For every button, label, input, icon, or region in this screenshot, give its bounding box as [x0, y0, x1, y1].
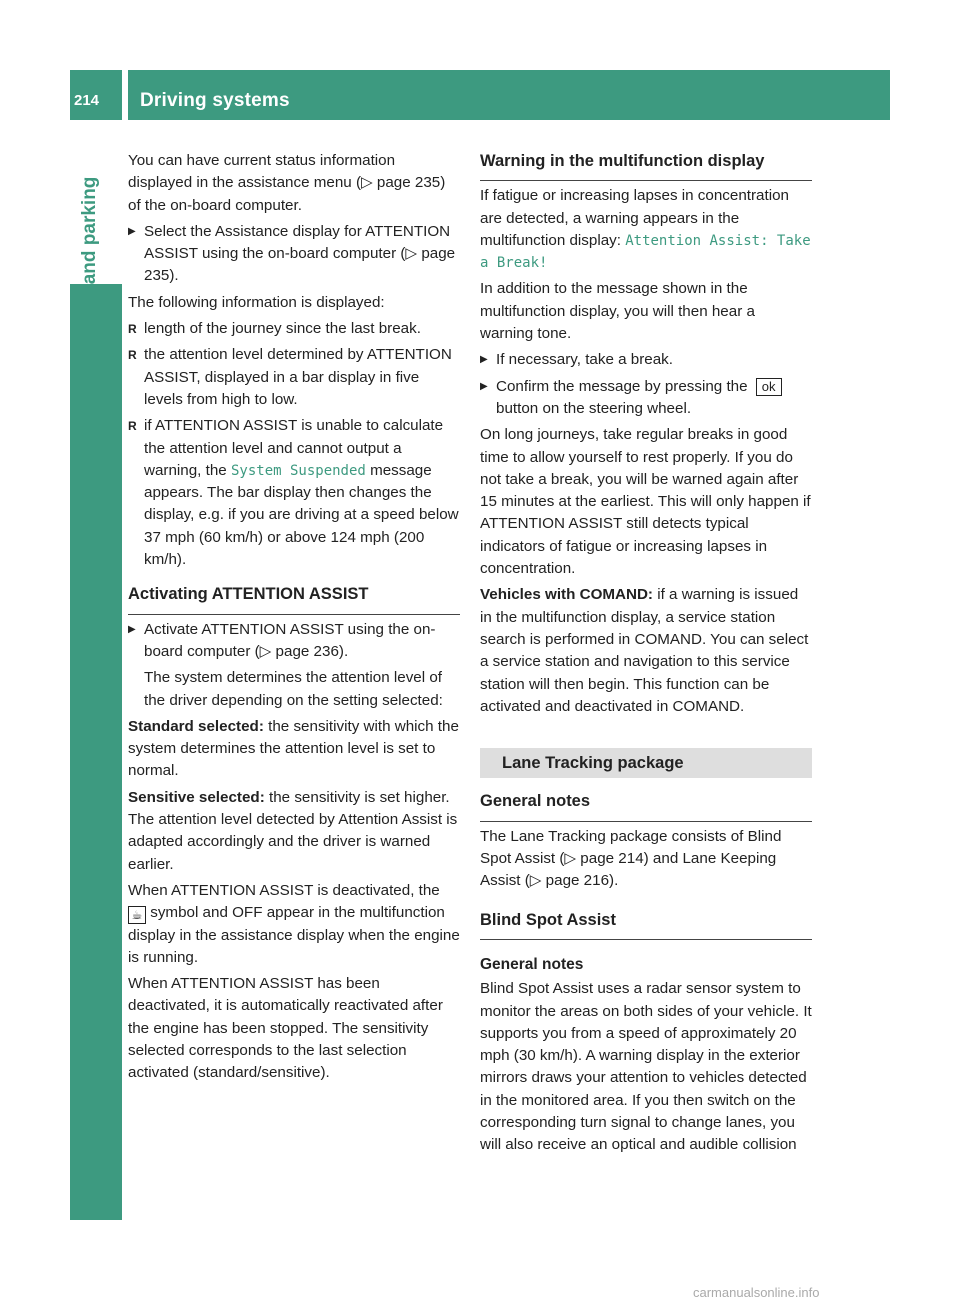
sensitive-selected	[128, 787, 460, 876]
warning-paragraph	[480, 185, 812, 274]
warning-text: If fatigue or increasing lapses in concentration are detected, a warning appears in the multifunction display:	[480, 187, 789, 249]
standard-label: Standard selected:	[128, 717, 264, 735]
take-a-break-message: Attention Assist: Take a Break!	[480, 232, 811, 272]
standard-text: the sensitivity with which the system determines the attention level is set to normal.	[128, 717, 459, 780]
bullet-attention-level: R the attention level determined by ATTENTION ASSIST, displayed in a bar display in five levels from high to low.	[128, 344, 460, 411]
heading-warning: Warning in the multifunction display	[480, 150, 812, 181]
heading-activating: Activating ATTENTION ASSIST	[128, 583, 460, 614]
standard-selected	[128, 716, 460, 783]
step-select-display: ▶ Select the Assistance display for ATTENTION ASSIST using the on-board computer (▷ page 235).	[128, 221, 460, 288]
right-column	[480, 150, 812, 1161]
system-suspended-message: System Suspended	[230, 462, 366, 479]
deactivated-text-a: When ATTENTION ASSIST is deactivated, the	[128, 881, 440, 899]
sensitive-text: the sensitivity is set higher. The attention level detected by Attention Assist is adapted accordingly and the driver is warned earlier.	[128, 788, 458, 873]
comand-paragraph	[480, 584, 812, 718]
sensitive-label: Sensitive selected:	[128, 788, 265, 806]
warning-tone-paragraph: In addition to the message shown in the multifunction display, you will then hear a warning tone.	[480, 280, 755, 343]
comand-label: Vehicles with COMAND:	[480, 586, 653, 604]
left-column	[128, 150, 460, 1089]
comand-text: if a warning is issued in the multifunction display, a service station search is performed in COMAND. You can select a service station and navigation to this service station will then begin. This function can be activated and deactivated in COMAND.	[480, 586, 809, 715]
general-notes-heading: General notes	[480, 790, 812, 821]
step-activate-note: The system determines the attention level of the driver depending on the setting selected:	[144, 669, 443, 709]
bullet-journey-length: R length of the journey since the last break.	[128, 318, 460, 340]
bullet-system-suspended	[128, 415, 460, 571]
long-journeys-paragraph: On long journeys, take regular breaks in good time to allow yourself to rest properly. If you do not take a break, you will be warned again after 15 minutes at the earliest. This will only happen if ATTENTION ASSIST still detects typical indicators of fatigue or increasing lapses in concentration.	[480, 426, 811, 578]
deactivated-paragraph	[128, 880, 460, 969]
deactivated-text-b: symbol and OFF appear in the multifunction display in the assistance display when the engine is running.	[128, 904, 460, 966]
footer-watermark: carmanualsonline.info	[693, 1285, 820, 1300]
confirm-text-a: Confirm the message by pressing the	[496, 377, 748, 395]
step-take-break: ▶ If necessary, take a break.	[480, 349, 812, 371]
confirm-text-b: button on the steering wheel.	[496, 399, 692, 417]
section-title: Driving systems	[140, 90, 290, 111]
blind-spot-heading: Blind Spot Assist	[480, 909, 812, 940]
page-number: 214	[74, 92, 100, 109]
lane-tracking-heading: Lane Tracking package	[480, 748, 812, 778]
reactivated-paragraph: When ATTENTION ASSIST has been deactivated, it is automatically reactivated after the engine has been stopped. The sensitivity selected corresponds to the last selection activated (standard/sensitive).	[128, 975, 443, 1082]
side-bar-block	[70, 284, 122, 1220]
bullet3-text-b: message appears. The bar display then changes the display, e.g. if you are driving at a speed below 37 mph (60 km/h) or above 124 mph (200 km/h).	[144, 461, 459, 569]
general-notes-subheading: General notes	[480, 955, 584, 973]
step-activate: ▶ Activate ATTENTION ASSIST using the on-board computer (▷ page 236).	[128, 619, 460, 664]
step-confirm	[480, 376, 812, 421]
ok-key: ok	[756, 378, 782, 396]
bullet3-text-a: if ATTENTION ASSIST is unable to calculate the attention level and cannot output a warning, the	[144, 417, 444, 479]
blind-spot-text: Blind Spot Assist uses a radar sensor system to monitor the areas on both sides of your vehicle. It supports you from a speed of approximately 20 mph (30 km/h). A warning display in the exterior mirrors draws your attention to vehicles detected in the monitored area. If you then switch on the corresponding turn signal to change lanes, you will also receive an optical and audible collision	[480, 980, 812, 1154]
intro-paragraph: You can have current status information displayed in the assistance menu (▷ page 235) of the on-board computer.	[128, 152, 446, 214]
lane-tracking-text: The Lane Tracking package consists of Blind Spot Assist (▷ page 214) and Lane Keeping Assist (▷ page 216).	[480, 827, 782, 890]
following-info: The following information is displayed:	[128, 293, 385, 311]
coffee-cup-icon: ☕	[128, 906, 146, 924]
